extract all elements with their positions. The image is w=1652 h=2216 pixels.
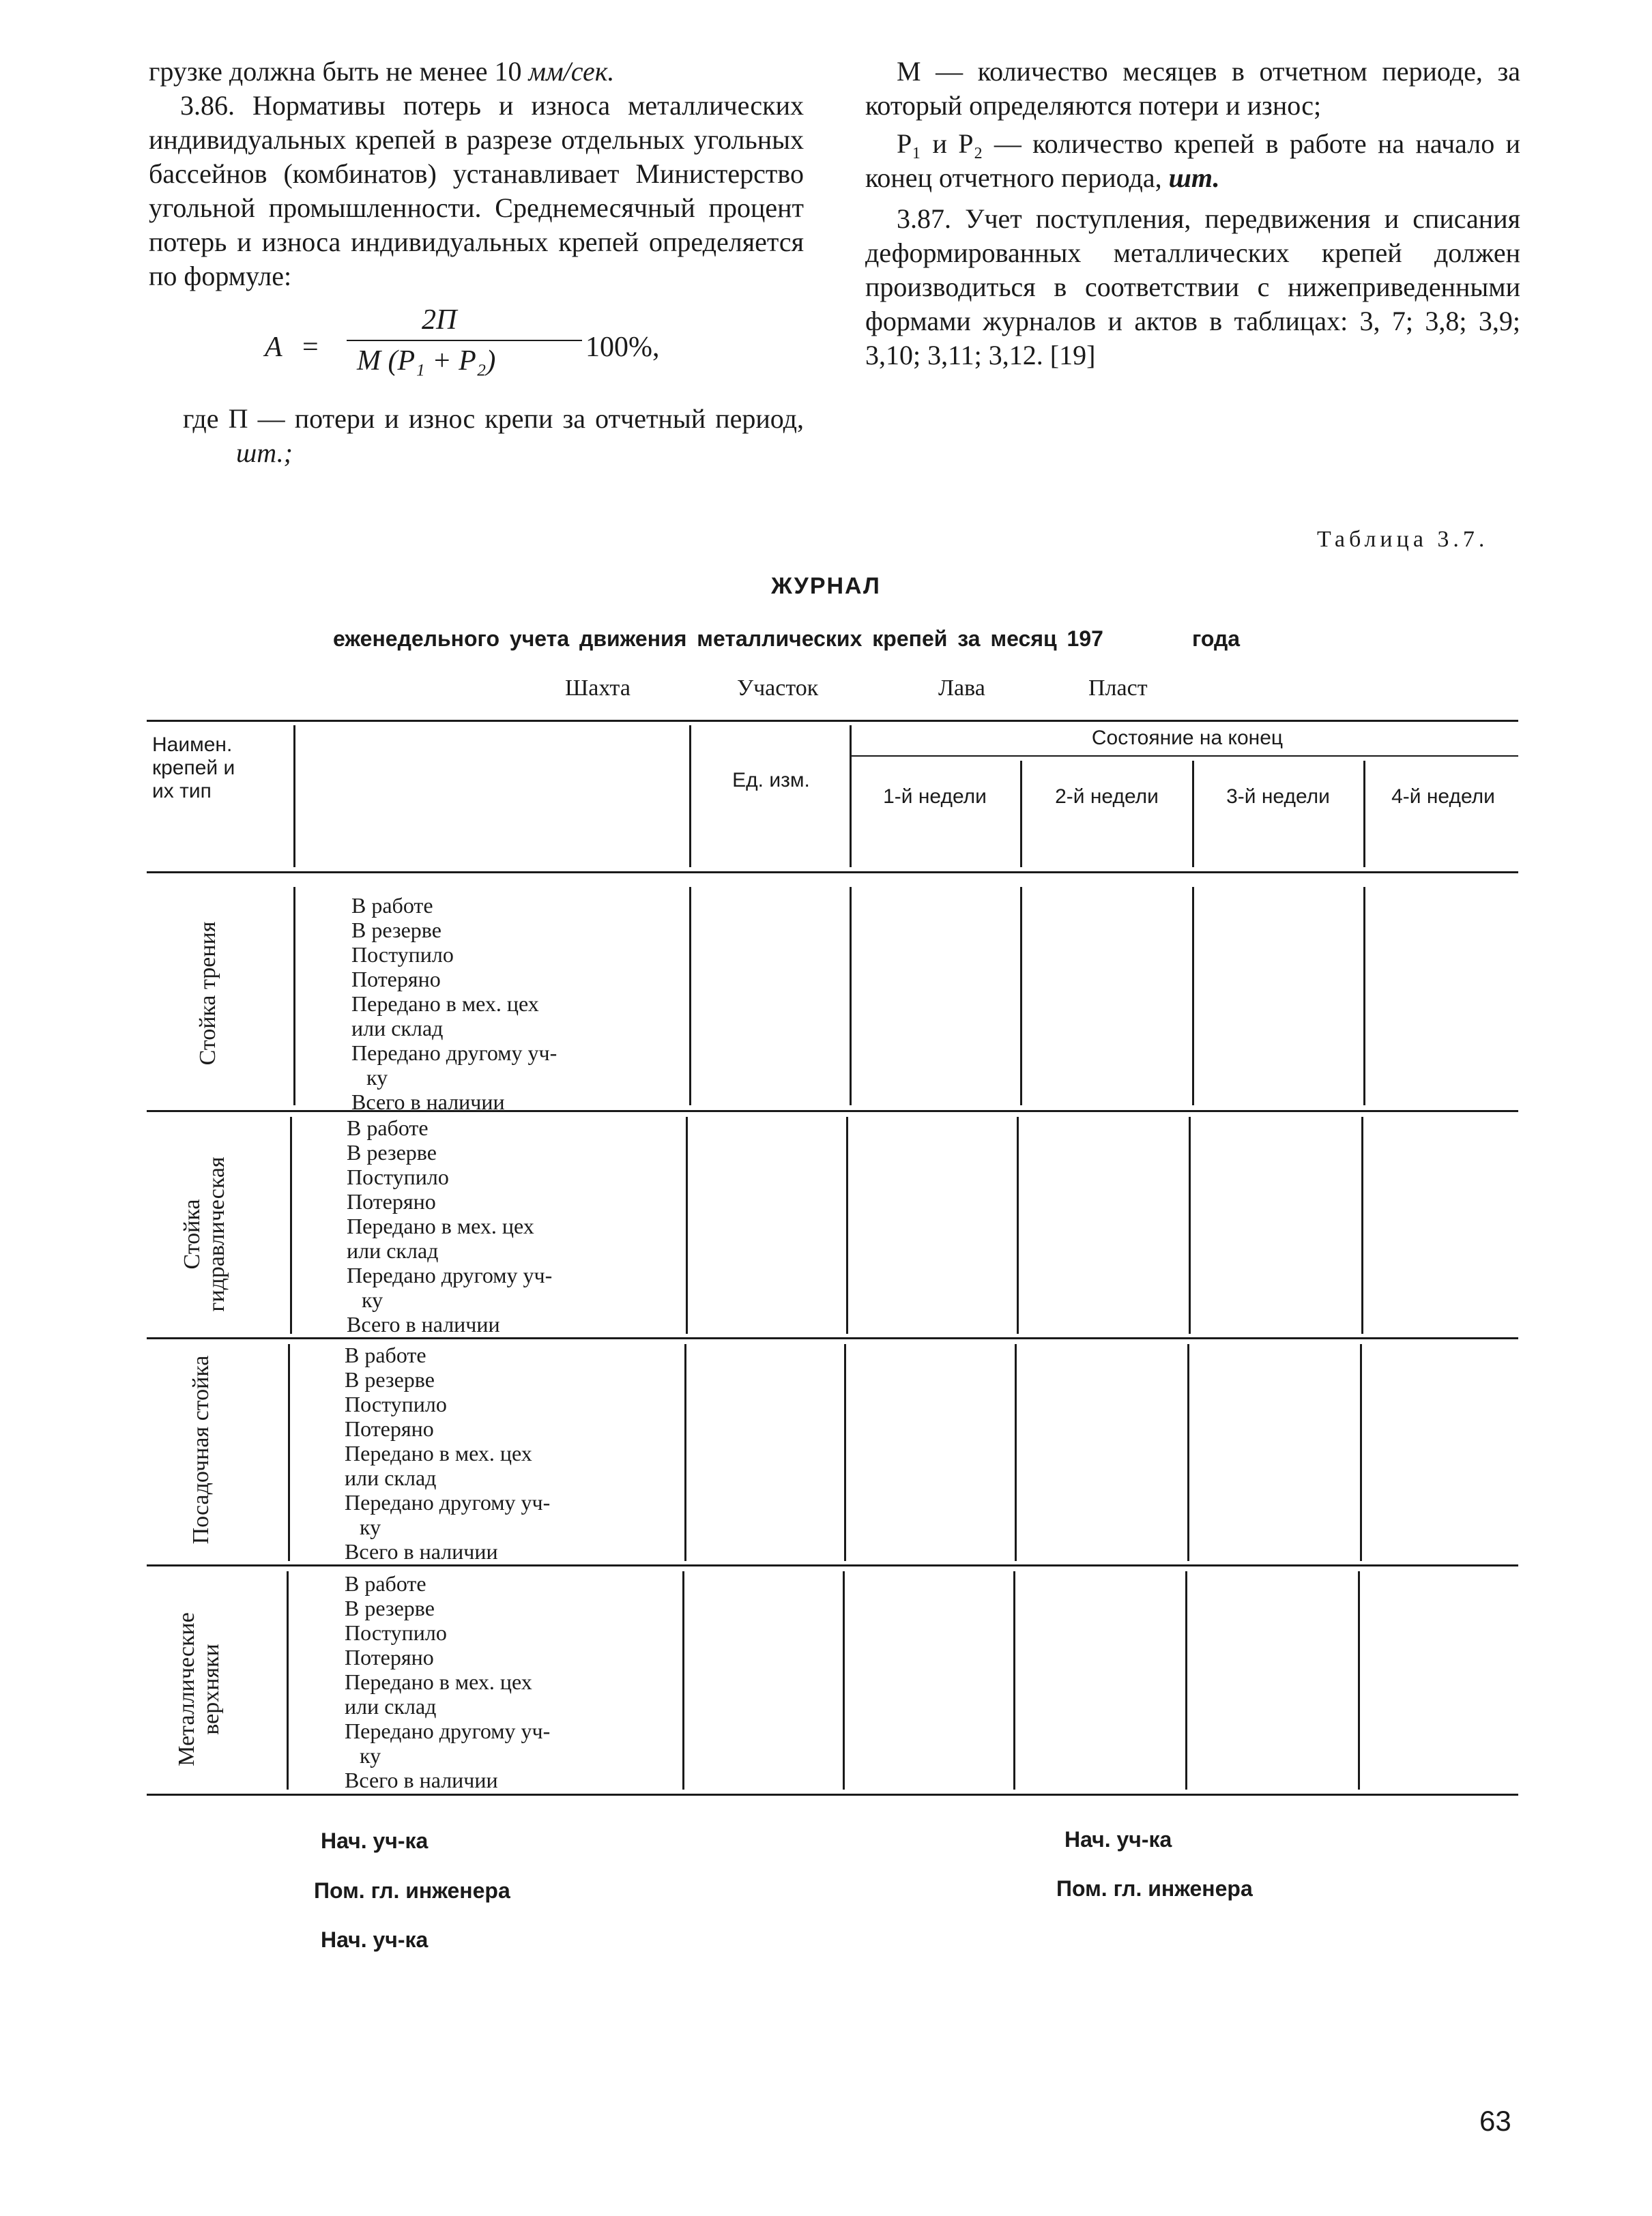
field-mine: Шахта <box>565 675 631 701</box>
header-name: Наимен. крепей и их тип <box>152 733 235 802</box>
header-week-3: 3-й недели <box>1226 785 1330 808</box>
row-states-hydraulic-prop: В работе В резерве Поступило Потеряно Передано в мех. цех или склад Передано другому уч- ку Всего в наличии <box>347 1116 553 1337</box>
header-col-line-5 <box>1192 761 1194 867</box>
signature-left-section-head-1: Нач. уч-ка <box>321 1828 429 1853</box>
signature-right-section-head: Нач. уч-ка <box>1064 1827 1172 1852</box>
p-definition: P₁ и P₂ — количество крепей в работе на начало и конец отчетного периода, шт. <box>865 128 1520 193</box>
header-col-line-6 <box>1363 761 1365 867</box>
m-definition: M — количество месяцев в отчетном периоде, за который определяются потери и износ; <box>865 56 1520 121</box>
paragraph-3-87: 3.87. Учет поступления, передвижения и списания деформированных металлических крепей должен производиться в соответствии с нижеприведенными формами журналов и актов в таблицах: 3, 7; 3,8; 3,9; 3,10; 3,11; 3,12. [19] <box>865 203 1520 370</box>
left-text-column <box>149 55 804 470</box>
loss-formula <box>149 303 804 395</box>
paragraph-3-86: 3.86. Нормативы потерь и износа металлических индивидуальных крепей в разрезе отдельных угольных бассейнов (комбинатов) устанавливает Министерство угольной промышленности. Среднемесячный процент потерь и износа индивидуальных крепей определяется по формуле: <box>149 90 804 291</box>
header-col-line-4 <box>1020 761 1022 867</box>
journal-subtitle: еженедельного учета движения металлических крепей за месяц 197 года <box>333 626 1241 651</box>
signature-left-section-head-2: Нач. уч-ка <box>321 1927 429 1952</box>
header-col-line-2 <box>689 725 691 867</box>
table-number: Таблица 3.7. <box>1317 527 1489 552</box>
table-top-rule <box>147 720 1518 722</box>
continued-line: грузке должна быть не менее 10 мм/сек. <box>149 56 615 87</box>
header-week-2: 2-й недели <box>1055 785 1159 808</box>
header-col-line-3 <box>850 725 852 867</box>
formula-denominator: M (P₁ + P₂) <box>357 345 496 377</box>
signature-left-chief-engineer-asst: Пом. гл. инженера <box>314 1878 510 1903</box>
formula-numerator: 2П <box>422 304 457 336</box>
field-longwall: Лава <box>938 675 985 701</box>
row-states-friction-prop: В работе В резерве Поступило Потеряно Передано в мех. цех или склад Передано другому уч- ку Всего в наличии <box>351 893 557 1114</box>
header-week-1: 1-й недели <box>883 785 987 808</box>
fraction-bar <box>347 340 582 341</box>
header-col-line-1 <box>293 725 295 867</box>
where-definition: где П — потери и износ крепи за отчетный период, шт.; <box>183 403 804 468</box>
row-divider-3 <box>147 1564 1518 1566</box>
formula-lhs: A <box>265 332 282 363</box>
header-unit: Ед. изм. <box>732 769 810 791</box>
row-name-friction-prop: Стойка трения <box>195 921 220 1066</box>
field-seam: Пласт <box>1088 675 1148 701</box>
page-number: 63 <box>1479 2105 1511 2137</box>
header-week-4: 4-й недели <box>1391 785 1495 808</box>
row-name-hydraulic-prop: Стойка гидравлическая <box>179 1156 229 1312</box>
row-states-metal-caps: В работе В резерве Поступило Потеряно Передано в мех. цех или склад Передано другому уч- ку Всего в наличии <box>345 1571 551 1792</box>
journal-table <box>147 720 1518 1798</box>
signature-right-chief-engineer-asst: Пом. гл. инженера <box>1056 1876 1253 1901</box>
row-divider-2 <box>147 1337 1518 1339</box>
row-states-breaker-prop: В работе В резерве Поступило Потеряно Передано в мех. цех или склад Передано другому уч- ку Всего в наличии <box>345 1343 551 1564</box>
field-section: Участок <box>737 675 819 701</box>
row-name-breaker-prop: Посадочная стойка <box>188 1355 214 1545</box>
row-name-metal-caps: Металлические верхняки <box>174 1612 224 1766</box>
header-bottom-rule <box>147 871 1518 873</box>
state-header-rule <box>852 755 1518 757</box>
table-bottom-rule <box>147 1794 1518 1796</box>
formula-factor: 100%, <box>585 332 660 363</box>
header-state: Состояние на конец <box>1091 727 1284 749</box>
formula-equals: = <box>302 332 319 363</box>
right-text-column <box>865 55 1520 373</box>
journal-title: ЖУРНАЛ <box>771 573 881 599</box>
